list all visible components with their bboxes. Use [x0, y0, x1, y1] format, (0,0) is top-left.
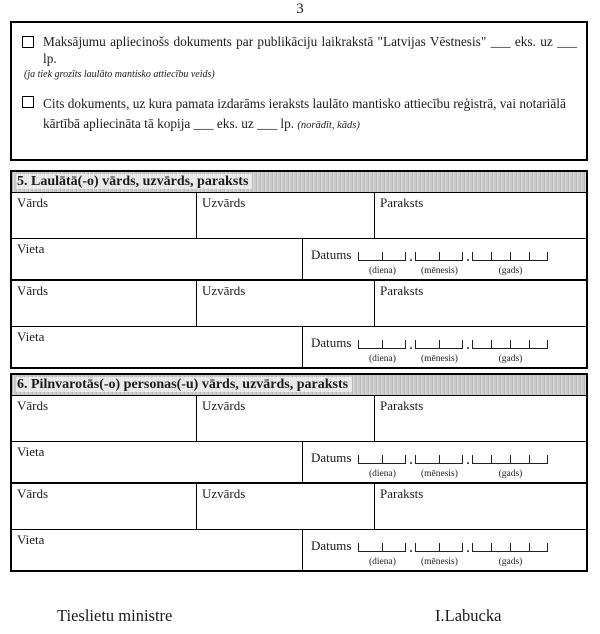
- vieta-field[interactable]: [12, 530, 303, 570]
- place-date-row: [12, 326, 586, 367]
- place-date-row: [12, 529, 586, 570]
- date-group-label: (mēnesis): [420, 557, 458, 567]
- section-spouses-header: [12, 172, 586, 193]
- date-cell[interactable]: [510, 340, 529, 349]
- section-spouses: [10, 170, 588, 369]
- paraksts-field[interactable]: [375, 484, 586, 529]
- date-cells: [358, 543, 406, 552]
- authorized-person-block-1: [12, 396, 586, 482]
- uzvards-label: Uzvārds: [202, 195, 246, 210]
- date-cell[interactable]: [382, 340, 406, 349]
- documents-checklist-box: [10, 21, 588, 161]
- date-group-label: (diena): [369, 266, 396, 276]
- vieta-field[interactable]: [12, 327, 303, 367]
- vieta-field[interactable]: [12, 442, 303, 482]
- datums-field[interactable]: [303, 442, 586, 482]
- date-separator: .: [409, 338, 413, 352]
- datums-field[interactable]: [303, 239, 586, 279]
- place-date-row: [12, 238, 586, 279]
- check-item-note-inline: (norādīt, kāds): [297, 120, 360, 132]
- date-group-label: (mēnesis): [420, 469, 458, 479]
- date-cell[interactable]: [510, 252, 529, 261]
- uzvards-field[interactable]: [197, 396, 375, 441]
- check-item-other-document: [22, 94, 577, 134]
- vieta-label: Vieta: [17, 241, 45, 256]
- vieta-label: Vieta: [17, 532, 45, 547]
- date-cell[interactable]: [415, 252, 439, 261]
- date-group-label: (diena): [369, 557, 396, 567]
- date-cell[interactable]: [491, 543, 510, 552]
- date-group-label: (mēnesis): [420, 354, 458, 364]
- vieta-label: Vieta: [17, 329, 45, 344]
- datums-label: Datums: [311, 247, 352, 262]
- uzvards-field[interactable]: [197, 484, 375, 529]
- date-group: [358, 337, 406, 364]
- checkbox-other-document[interactable]: [22, 96, 34, 108]
- uzvards-label: Uzvārds: [202, 398, 246, 413]
- date-cell[interactable]: [439, 455, 463, 464]
- check-item-payment-document: [22, 34, 577, 67]
- date-group: [415, 540, 463, 567]
- names-row: [12, 281, 586, 326]
- vieta-label: Vieta: [17, 444, 45, 459]
- date-group: [358, 249, 406, 276]
- section-authorized-header: [12, 375, 586, 396]
- date-cell[interactable]: [382, 455, 406, 464]
- date-cell[interactable]: [491, 340, 510, 349]
- vieta-field[interactable]: [12, 239, 303, 279]
- date-separator: .: [409, 453, 413, 467]
- date-separator: .: [466, 453, 470, 467]
- date-group: [415, 249, 463, 276]
- date-cells: [472, 252, 548, 261]
- date-cells: [415, 543, 463, 552]
- vards-field[interactable]: [12, 193, 197, 238]
- signature-footer: [0, 606, 600, 626]
- date-cell[interactable]: [510, 455, 529, 464]
- date-cell[interactable]: [439, 543, 463, 552]
- uzvards-field[interactable]: [197, 193, 375, 238]
- date-cells: [358, 252, 406, 261]
- uzvards-label: Uzvārds: [202, 486, 246, 501]
- uzvards-label: Uzvārds: [202, 283, 246, 298]
- date-cell[interactable]: [529, 455, 548, 464]
- date-cell[interactable]: [529, 340, 548, 349]
- date-group: [358, 540, 406, 567]
- date-cell[interactable]: [472, 340, 491, 349]
- paraksts-label: Paraksts: [380, 195, 424, 210]
- date-cell[interactable]: [529, 252, 548, 261]
- date-group: [358, 452, 406, 479]
- paraksts-field[interactable]: [375, 396, 586, 441]
- date-cell[interactable]: [472, 543, 491, 552]
- names-row: [12, 193, 586, 238]
- date-cell[interactable]: [382, 543, 406, 552]
- date-group-label: (diena): [369, 354, 396, 364]
- datums-field[interactable]: [303, 530, 586, 570]
- date-group-label: (gads): [498, 266, 523, 276]
- date-cell[interactable]: [358, 340, 382, 349]
- authorized-person-block-2: [12, 482, 586, 570]
- date-group-label: (diena): [369, 469, 396, 479]
- date-cell[interactable]: [415, 455, 439, 464]
- date-cell[interactable]: [472, 252, 491, 261]
- date-cells: [358, 340, 406, 349]
- vards-field[interactable]: [12, 396, 197, 441]
- paraksts-label: Paraksts: [380, 486, 424, 501]
- date-input-widget: [357, 249, 549, 276]
- vards-field[interactable]: [12, 281, 197, 326]
- uzvards-field[interactable]: [197, 281, 375, 326]
- datums-label: Datums: [311, 450, 352, 465]
- check-item-text: [43, 94, 577, 134]
- vards-label: Vārds: [17, 486, 49, 501]
- names-row: [12, 396, 586, 441]
- spouse-block-2: [12, 279, 586, 367]
- date-cell[interactable]: [382, 252, 406, 261]
- date-input-widget: [357, 540, 549, 567]
- date-group: [472, 540, 548, 567]
- date-cell[interactable]: [358, 543, 382, 552]
- date-separator: .: [409, 541, 413, 555]
- date-group-label: (gads): [498, 354, 523, 364]
- date-cells: [415, 455, 463, 464]
- datums-label: Datums: [311, 538, 352, 553]
- names-row: [12, 484, 586, 529]
- date-group: [472, 452, 548, 479]
- date-cells: [472, 543, 548, 552]
- date-cell[interactable]: [439, 340, 463, 349]
- vards-label: Vārds: [17, 398, 49, 413]
- date-input-widget: [357, 337, 549, 364]
- date-group: [472, 249, 548, 276]
- date-cells: [472, 455, 548, 464]
- check-item-text-main: Cits dokuments, uz kura pamata izdarāms ieraksts laulāto mantisko attiecību reģistrā, vai notariālā kārtībā apliecināta tā kopija ___ eks. uz ___ lp.: [43, 96, 566, 132]
- date-separator: .: [409, 250, 413, 264]
- section-title: 6. Pilnvarotās(-o) personas(-u) vārds, uzvārds, paraksts: [16, 377, 352, 392]
- date-cells: [415, 252, 463, 261]
- date-cell[interactable]: [358, 455, 382, 464]
- date-cell[interactable]: [415, 340, 439, 349]
- date-separator: .: [466, 250, 470, 264]
- spouse-block-1: [12, 193, 586, 279]
- date-cells: [358, 455, 406, 464]
- date-cell[interactable]: [529, 543, 548, 552]
- paraksts-label: Paraksts: [380, 398, 424, 413]
- date-cells: [472, 340, 548, 349]
- date-group: [415, 452, 463, 479]
- datums-field[interactable]: [303, 327, 586, 367]
- date-group: [415, 337, 463, 364]
- section-authorized-persons: [10, 373, 588, 572]
- paraksts-field[interactable]: [375, 281, 586, 326]
- section-title: 5. Laulātā(-o) vārds, uzvārds, paraksts: [16, 174, 252, 189]
- date-cells: [415, 340, 463, 349]
- check-item-text: Maksājumu apliecinošs dokuments par publikāciju laikrakstā "Latvijas Vēstnesis" ___ eks. uz ___ lp.: [43, 34, 577, 66]
- vards-label: Vārds: [17, 195, 49, 210]
- date-cell[interactable]: [439, 252, 463, 261]
- date-group-label: (mēnesis): [420, 266, 458, 276]
- date-cell[interactable]: [491, 455, 510, 464]
- vards-label: Vārds: [17, 283, 49, 298]
- date-cell[interactable]: [472, 455, 491, 464]
- date-group-label: (gads): [498, 557, 523, 567]
- date-group-label: (gads): [498, 469, 523, 479]
- date-group: [472, 337, 548, 364]
- date-cell[interactable]: [415, 543, 439, 552]
- date-separator: .: [466, 338, 470, 352]
- vards-field[interactable]: [12, 484, 197, 529]
- paraksts-field[interactable]: [375, 193, 586, 238]
- date-input-widget: [357, 452, 549, 479]
- footer-minister-name: I.Labucka: [435, 606, 502, 625]
- checkbox-payment-document[interactable]: [22, 36, 34, 48]
- check-item-note: (ja tiek grozīts laulāto mantisko attiecību veids): [24, 69, 215, 81]
- date-cell[interactable]: [491, 252, 510, 261]
- place-date-row: [12, 441, 586, 482]
- datums-label: Datums: [311, 335, 352, 350]
- date-cell[interactable]: [510, 543, 529, 552]
- date-separator: .: [466, 541, 470, 555]
- page-number: 3: [296, 1, 304, 17]
- paraksts-label: Paraksts: [380, 283, 424, 298]
- footer-minister-title: Tieslietu ministre: [57, 606, 173, 625]
- date-cell[interactable]: [358, 252, 382, 261]
